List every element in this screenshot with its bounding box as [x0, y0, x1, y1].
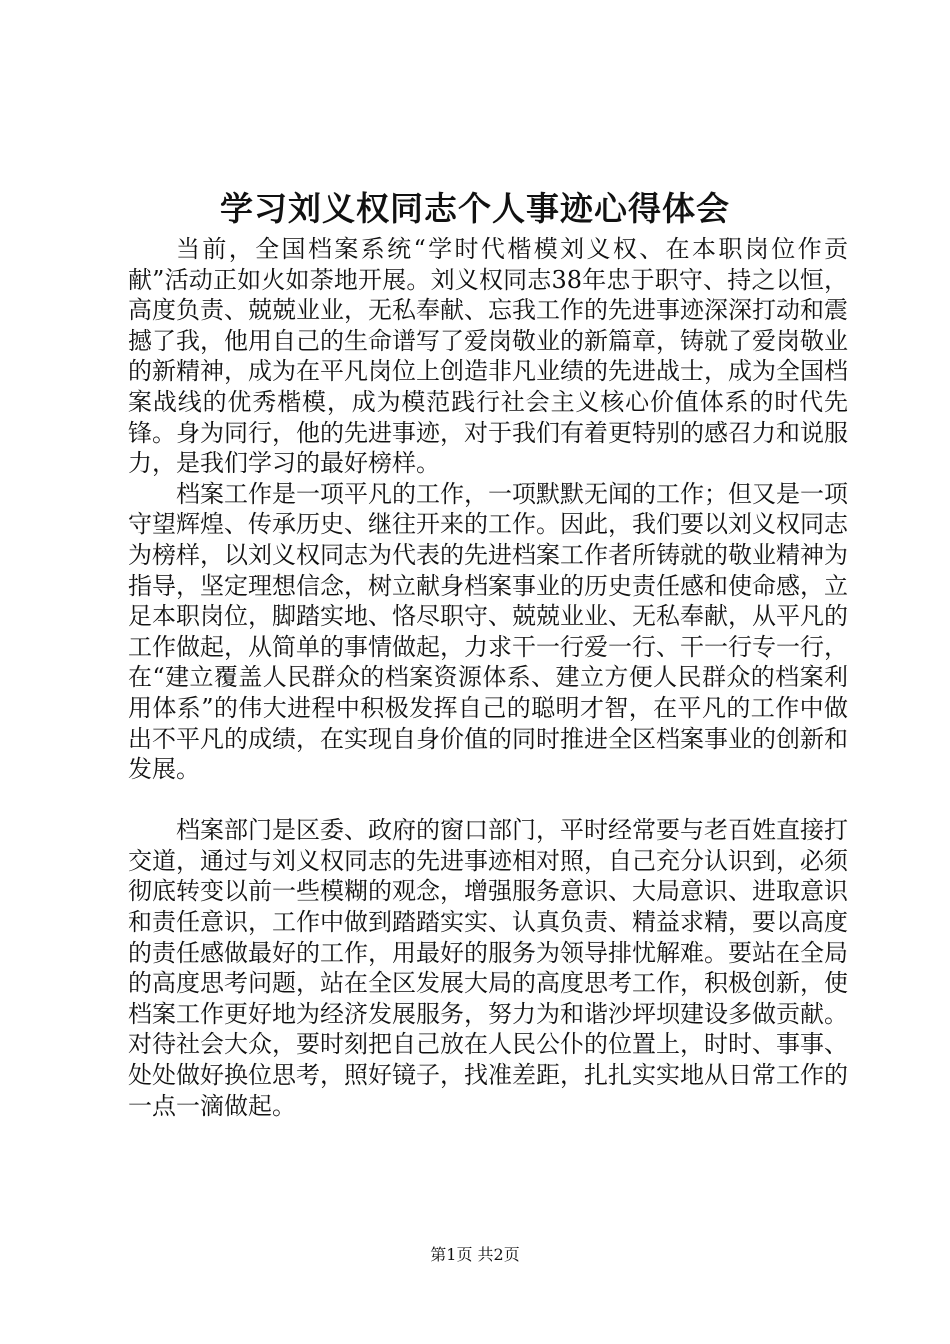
paragraph-3: 档案部门是区委、政府的窗口部门，平时经常要与老百姓直接打交道，通过与刘义权同志的先进事迹相对照，自己充分认识到，必须彻底转变以前一些模糊的观念，增强服务意识、大局意识、进取意识和责任意识，工作中做到踏踏实实、认真负责、精益求精，要以高度的责任感做最好的工作，用最好的服务为领导排忧解难。要站在全局的高度思考问题，站在全区发展大局的高度思考工作，积极创新，使档案工作更好地为经济发展服务，努力为和谐沙坪坝建设多做贡献。对待社会大众，要时刻把自己放在人民公仆的位置上，时时、事事、处处做好换位思考，照好镜子，找准差距，扎扎实实地从日常工作的一点一滴做起。: [128, 816, 848, 1120]
page-footer: 第1页 共2页: [430, 1245, 520, 1264]
paragraph-1: 当前，全国档案系统“学时代楷模刘义权、在本职岗位作贡献”活动正如火如荼地开展。刘义权同志38年忠于职守、持之以恒，高度负责、兢兢业业，无私奉献、忘我工作的先进事迹深深打动和震撼了我，他用自己的生命谱写了爱岗敬业的新篇章，铸就了爱岗敬业的新精神，成为在平凡岗位上创造非凡业绩的先进战士，成为全国档案战线的优秀楷模，成为模范践行社会主义核心价值体系的时代先锋。身为同行，他的先进事迹，对于我们有着更特别的感召力和说服力，是我们学习的最好榜样。: [128, 235, 848, 478]
document-body: [128, 234, 848, 1121]
document-title: 学习刘义权同志个人事迹心得体会: [220, 189, 730, 228]
paragraph-2: 档案工作是一项平凡的工作，一项默默无闻的工作；但又是一项守望辉煌、传承历史、继往开来的工作。因此，我们要以刘义权同志为榜样，以刘义权同志为代表的先进档案工作者所铸就的敬业精神为指导，坚定理想信念，树立献身档案事业的历史责任感和使命感，立足本职岗位，脚踏实地、恪尽职守、兢兢业业、无私奉献，从平凡的工作做起，从简单的事情做起，力求干一行爱一行、干一行专一行，在“建立覆盖人民群众的档案资源体系、建立方便人民群众的档案利用体系”的伟大进程中积极发挥自己的聪明才智，在平凡的工作中做出不平凡的成绩，在实现自身价值的同时推进全区档案事业的创新和发展。: [128, 479, 848, 784]
